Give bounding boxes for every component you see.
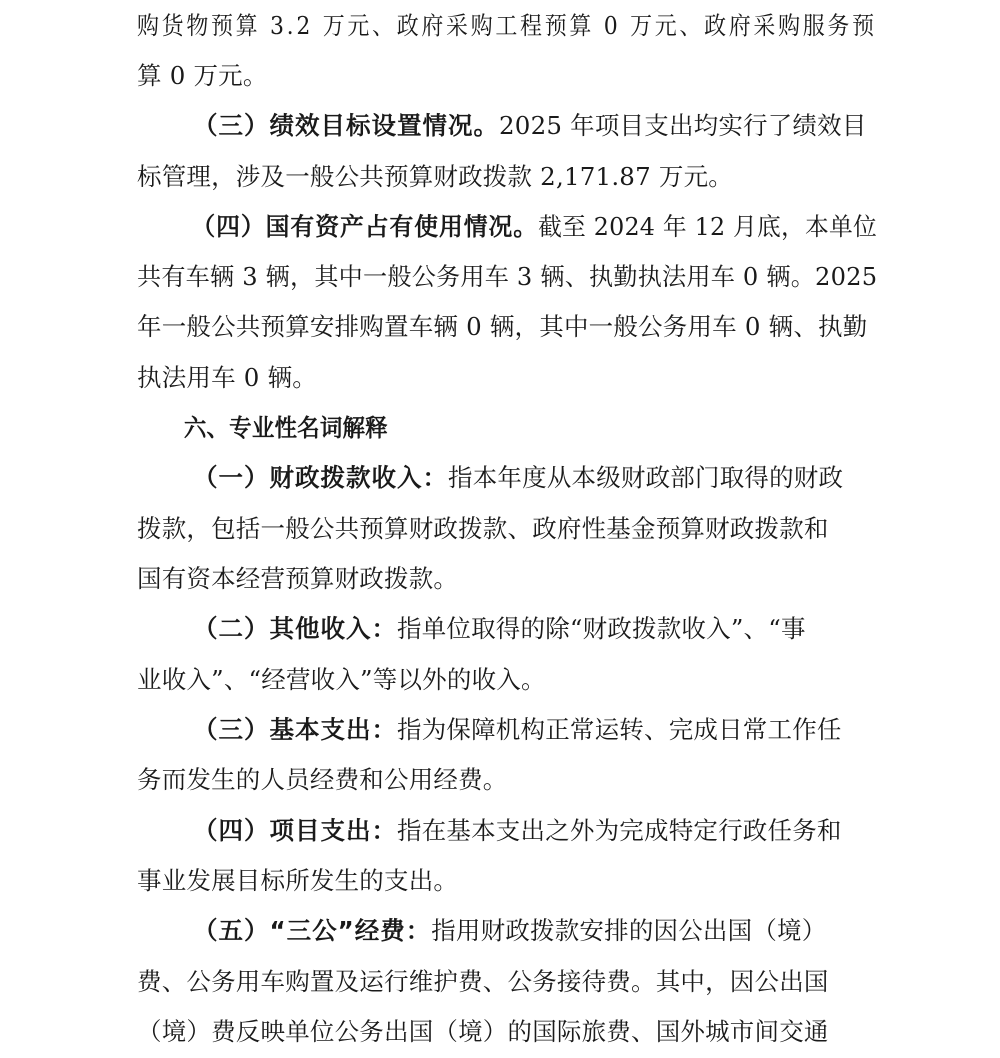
line-text: 务而发生的人员经费和公用经费。 (137, 765, 508, 794)
line-text: 指用财政拨款安排的因公出国（境） (431, 916, 827, 945)
paragraph-lead: （一）财政拨款收入： (193, 463, 448, 492)
paragraph-lead: （四）项目支出： (193, 816, 397, 845)
body-line (137, 509, 877, 549)
body-line (137, 157, 877, 197)
paragraph-first-line (137, 207, 877, 247)
body-line (137, 307, 877, 347)
paragraph-lead: （三）基本支出： (193, 715, 397, 744)
line-text: 事业发展目标所发生的支出。 (137, 866, 459, 895)
paragraph-lead: （四）国有资产占有使用情况。 (191, 212, 539, 241)
line-text: 2025 年项目支出均实行了绩效目 (499, 111, 867, 140)
paragraph-first-line (137, 609, 877, 649)
body-line (137, 358, 877, 398)
body-line (137, 56, 877, 96)
line-text: 购货物预算 3.2 万元、政府采购工程预算 0 万元、政府采购服务预 (137, 11, 877, 40)
body-line (137, 1012, 877, 1052)
paragraph-first-line (137, 458, 877, 498)
paragraph-first-line (137, 811, 877, 851)
paragraph-first-line (137, 710, 877, 750)
line-text: 年一般公共预算安排购置车辆 0 辆，其中一般公务用车 0 辆、执勤 (137, 312, 868, 341)
line-text: 执法用车 0 辆。 (137, 363, 317, 392)
line-text: 算 0 万元。 (137, 61, 268, 90)
body-line (137, 660, 877, 700)
line-text: 标管理，涉及一般公共预算财政拨款 2,171.87 万元。 (137, 162, 733, 191)
body-line (137, 6, 877, 46)
body-line (137, 257, 878, 297)
line-text: 指本年度从本级财政部门取得的财政 (448, 463, 844, 492)
line-text: 截至 2024 年 12 月底，本单位 (538, 212, 877, 241)
line-text: 拨款，包括一般公共预算财政拨款、政府性基金预算财政拨款和 (137, 514, 829, 543)
body-line (137, 861, 877, 901)
heading-text: 六、专业性名词解释 (183, 414, 388, 442)
line-text: 指单位取得的除“财政拨款收入”、“事 (397, 614, 806, 643)
section-heading (137, 408, 877, 448)
body-line (137, 559, 877, 599)
line-text: 业收入”、“经营收入”等以外的收入。 (137, 665, 546, 694)
body-line (137, 760, 877, 800)
line-text: 指在基本支出之外为完成特定行政任务和 (397, 816, 842, 845)
body-line (137, 962, 877, 1002)
paragraph-lead: （二）其他收入： (193, 614, 397, 643)
line-text: 国有资本经营预算财政拨款。 (137, 564, 459, 593)
line-text: 费、公务用车购置及运行维护费、公务接待费。其中，因公出国 (137, 967, 829, 996)
line-text: （境）费反映单位公务出国（境）的国际旅费、国外城市间交通 (137, 1017, 829, 1046)
line-text: 指为保障机构正常运转、完成日常工作任 (397, 715, 842, 744)
line-text: 共有车辆 3 辆，其中一般公务用车 3 辆、执勤执法用车 0 辆。2025 (137, 262, 878, 291)
paragraph-lead: （三）绩效目标设置情况。 (193, 111, 499, 140)
paragraph-first-line (137, 911, 877, 951)
paragraph-lead: （五）“三公”经费： (193, 916, 432, 945)
paragraph-first-line (137, 106, 877, 146)
